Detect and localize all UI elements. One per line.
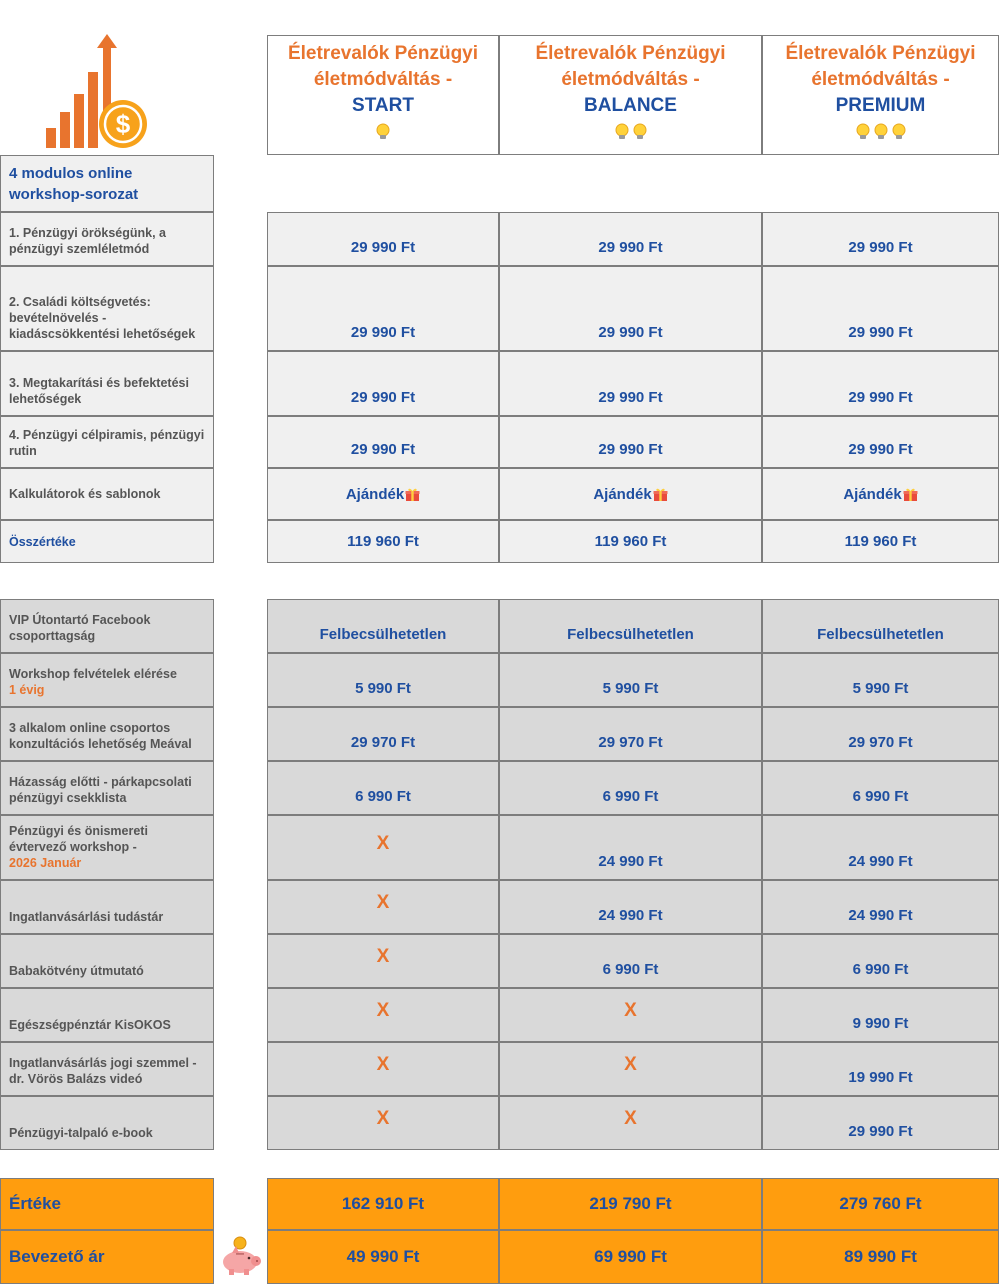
row-label-text-wrap bbox=[9, 963, 144, 979]
lightbulb-icon bbox=[891, 123, 907, 146]
lightbulb-rating bbox=[614, 123, 648, 146]
plan-header-premium bbox=[762, 35, 999, 155]
value-cell bbox=[499, 988, 762, 1042]
row-label bbox=[0, 761, 214, 815]
value-cell bbox=[762, 212, 999, 266]
value-cell bbox=[267, 351, 499, 416]
row-label-text: 2. Családi költségvetés: bevételnövelés - kiadáscsökkentési lehetőségek bbox=[9, 295, 196, 341]
row-label-text-wrap bbox=[9, 1055, 207, 1087]
value-text: Felbecsülhetetlen bbox=[817, 626, 944, 643]
value-text: 5 990 Ft bbox=[602, 680, 659, 697]
value-text: 29 990 Ft bbox=[848, 324, 913, 341]
not-included-mark: X bbox=[376, 832, 390, 854]
value-cell bbox=[762, 988, 999, 1042]
price-value-text: 89 990 Ft bbox=[844, 1247, 917, 1266]
value-cell bbox=[762, 266, 999, 351]
value-text: 24 990 Ft bbox=[848, 853, 913, 870]
value-text: 29 990 Ft bbox=[598, 239, 663, 256]
row-label-text: Ingatlanvásárlás jogi szemmel - dr. Vörös Balázs videó bbox=[9, 1056, 197, 1086]
row-label-text: Pénzügyi és önismereti évtervező workshop - bbox=[9, 824, 148, 854]
row-label-text: 4. Pénzügyi célpiramis, pénzügyi rutin bbox=[9, 428, 205, 458]
row-label-text: Workshop felvételek elérése bbox=[9, 667, 177, 681]
lightbulb-icon bbox=[632, 123, 648, 146]
value-text: 29 990 Ft bbox=[350, 324, 416, 341]
not-included-mark: X bbox=[624, 1108, 637, 1129]
value-cell bbox=[762, 351, 999, 416]
value-text: 29 990 Ft bbox=[598, 389, 663, 406]
value-text: 29 990 Ft bbox=[350, 239, 416, 256]
plan-tier: BALANCE bbox=[584, 95, 677, 116]
piggy-bank-icon bbox=[218, 1234, 264, 1278]
not-included-mark: X bbox=[376, 1054, 390, 1075]
value-text: 24 990 Ft bbox=[598, 907, 663, 924]
plan-header-start bbox=[267, 35, 499, 155]
value-cell bbox=[267, 1042, 499, 1096]
value-cell bbox=[499, 1042, 762, 1096]
row-label-text-wrap bbox=[9, 720, 207, 752]
not-included-mark: X bbox=[376, 946, 390, 967]
row-label-note: 2026 Január bbox=[9, 856, 82, 870]
lightbulb-icon bbox=[873, 123, 889, 146]
value-text: 29 990 Ft bbox=[350, 389, 416, 406]
section-title-text: 4 modulos online workshop-sorozat bbox=[9, 164, 139, 203]
value-cell bbox=[762, 815, 999, 880]
value-cell bbox=[499, 468, 762, 520]
value-cell bbox=[499, 416, 762, 468]
value-cell bbox=[499, 212, 762, 266]
row-label-text: VIP Útontartó Facebook csoporttagság bbox=[9, 613, 151, 643]
value-text: Felbecsülhetetlen bbox=[567, 626, 694, 643]
value-text: 6 990 Ft bbox=[852, 788, 909, 805]
value-text: 6 990 Ft bbox=[355, 788, 411, 805]
value-text: 5 990 Ft bbox=[355, 680, 411, 697]
value-cell bbox=[267, 880, 499, 934]
value-cell bbox=[762, 520, 999, 563]
value-cell bbox=[762, 1096, 999, 1150]
price-value bbox=[499, 1230, 762, 1284]
lightbulb-rating bbox=[855, 123, 907, 146]
value-cell bbox=[267, 653, 499, 707]
value-text: 29 990 Ft bbox=[350, 441, 416, 458]
row-label-text: 1. Pénzügyi örökségünk, a pénzügyi szemléletmód bbox=[9, 226, 166, 256]
value-cell bbox=[499, 815, 762, 880]
svg-text:$: $ bbox=[115, 109, 131, 139]
value-text: 29 970 Ft bbox=[350, 734, 416, 751]
value-text: 29 990 Ft bbox=[848, 441, 913, 458]
row-label-text: Pénzügyi-talpaló e-book bbox=[9, 1126, 153, 1140]
total-label bbox=[0, 520, 214, 563]
value-text: 119 960 Ft bbox=[347, 533, 419, 550]
value-text: 119 960 Ft bbox=[594, 533, 667, 550]
value-text: 24 990 Ft bbox=[848, 907, 913, 924]
row-label bbox=[0, 815, 214, 880]
value-cell bbox=[499, 653, 762, 707]
price-value-text: 279 760 Ft bbox=[839, 1194, 922, 1213]
row-label bbox=[0, 468, 214, 520]
value-text: 29 990 Ft bbox=[848, 239, 913, 256]
value-text: 6 990 Ft bbox=[602, 961, 659, 978]
row-label-text: Babakötvény útmutató bbox=[9, 964, 144, 978]
row-label bbox=[0, 880, 214, 934]
value-cell bbox=[499, 351, 762, 416]
not-included-mark: X bbox=[624, 1054, 637, 1075]
lightbulb-icon bbox=[375, 123, 391, 146]
row-label-text-wrap bbox=[9, 612, 207, 644]
gift-icon bbox=[902, 486, 918, 503]
value-cell bbox=[762, 599, 999, 653]
price-value bbox=[267, 1230, 499, 1284]
gift-icon bbox=[404, 486, 420, 503]
price-label bbox=[0, 1230, 214, 1284]
value-text: 6 990 Ft bbox=[852, 961, 909, 978]
value-cell bbox=[762, 416, 999, 468]
lightbulb-icon bbox=[855, 123, 871, 146]
price-value bbox=[499, 1178, 762, 1230]
plan-title: Életrevalók Pénzügyi életmódváltás - bbox=[785, 43, 976, 90]
price-value-text: 162 910 Ft bbox=[341, 1194, 425, 1213]
value-text: Ajándék bbox=[843, 485, 902, 503]
row-label bbox=[0, 653, 214, 707]
price-value bbox=[762, 1178, 999, 1230]
price-value-text: 219 790 Ft bbox=[589, 1194, 672, 1213]
gift-icon bbox=[652, 486, 668, 503]
value-cell bbox=[762, 761, 999, 815]
row-label bbox=[0, 934, 214, 988]
row-label-text-wrap bbox=[9, 774, 207, 806]
row-label bbox=[0, 416, 214, 468]
not-included-mark: X bbox=[376, 892, 390, 913]
lightbulb-rating bbox=[375, 123, 391, 146]
value-text: 29 990 Ft bbox=[848, 1123, 913, 1140]
row-label bbox=[0, 707, 214, 761]
value-text: 29 970 Ft bbox=[848, 734, 913, 751]
value-text: 29 970 Ft bbox=[598, 734, 663, 751]
value-text: 5 990 Ft bbox=[852, 680, 909, 697]
row-label-note: 1 évig bbox=[9, 683, 45, 697]
value-text: 24 990 Ft bbox=[598, 853, 663, 870]
total-label-text: Összértéke bbox=[9, 534, 76, 549]
price-label-text: Értéke bbox=[9, 1194, 61, 1213]
price-value bbox=[762, 1230, 999, 1284]
price-value-text: 69 990 Ft bbox=[594, 1247, 667, 1266]
row-label bbox=[0, 599, 214, 653]
value-text: 29 990 Ft bbox=[848, 389, 913, 406]
value-cell bbox=[762, 653, 999, 707]
value-cell bbox=[762, 468, 999, 520]
value-text: 6 990 Ft bbox=[602, 788, 659, 805]
value-cell bbox=[762, 880, 999, 934]
row-label-text-wrap bbox=[9, 666, 177, 698]
value-cell bbox=[499, 707, 762, 761]
row-label bbox=[0, 1096, 214, 1150]
value-cell bbox=[267, 416, 499, 468]
value-text: 119 960 Ft bbox=[844, 533, 917, 550]
value-cell bbox=[762, 934, 999, 988]
row-label-text: 3 alkalom online csoportos konzultációs lehetőség Meával bbox=[9, 721, 192, 751]
plan-tier: START bbox=[352, 95, 414, 116]
value-text: 29 990 Ft bbox=[598, 441, 663, 458]
value-cell bbox=[267, 468, 499, 520]
value-cell bbox=[499, 599, 762, 653]
row-label-text-wrap bbox=[9, 1017, 171, 1033]
price-value-text: 49 990 Ft bbox=[346, 1247, 420, 1266]
row-label-text: Ingatlanvásárlási tudástár bbox=[9, 910, 164, 924]
row-label-text: Házasság előtti - párkapcsolati pénzügyi csekklista bbox=[9, 775, 192, 805]
value-cell bbox=[267, 599, 499, 653]
value-cell bbox=[267, 266, 499, 351]
value-cell bbox=[267, 761, 499, 815]
price-value bbox=[267, 1178, 499, 1230]
value-text: 9 990 Ft bbox=[852, 1015, 909, 1032]
value-cell bbox=[762, 707, 999, 761]
price-label bbox=[0, 1178, 214, 1230]
value-cell bbox=[267, 707, 499, 761]
row-label bbox=[0, 212, 214, 266]
growth-chart-dollar-icon bbox=[40, 32, 152, 152]
value-cell bbox=[499, 1096, 762, 1150]
value-cell bbox=[267, 988, 499, 1042]
value-cell bbox=[499, 266, 762, 351]
plan-title: Életrevalók Pénzügyi életmódváltás - bbox=[535, 43, 726, 90]
value-text: Felbecsülhetetlen bbox=[319, 626, 447, 643]
row-label-text-wrap bbox=[9, 909, 163, 925]
price-label-text: Bevezető ár bbox=[9, 1247, 105, 1266]
value-cell bbox=[267, 1096, 499, 1150]
row-label bbox=[0, 266, 214, 351]
not-included-mark: X bbox=[624, 1000, 637, 1021]
value-cell bbox=[499, 880, 762, 934]
value-cell bbox=[267, 815, 499, 880]
section-title bbox=[0, 155, 214, 212]
not-included-mark: X bbox=[376, 1000, 390, 1021]
value-cell bbox=[499, 761, 762, 815]
lightbulb-icon bbox=[614, 123, 630, 146]
value-cell bbox=[267, 520, 499, 563]
value-text: Ajándék bbox=[593, 485, 652, 503]
plan-header-balance bbox=[499, 35, 762, 155]
row-label bbox=[0, 988, 214, 1042]
value-cell bbox=[267, 212, 499, 266]
row-label-text: Kalkulátorok és sablonok bbox=[9, 487, 161, 501]
row-label bbox=[0, 1042, 214, 1096]
value-cell bbox=[267, 934, 499, 988]
value-cell bbox=[499, 520, 762, 563]
row-label-text: Egészségpénztár KisOKOS bbox=[9, 1018, 171, 1032]
row-label-text: 3. Megtakarítási és befektetési lehetőségek bbox=[9, 376, 189, 406]
row-label bbox=[0, 351, 214, 416]
value-text: 19 990 Ft bbox=[848, 1069, 913, 1086]
row-label-text-wrap bbox=[9, 823, 207, 871]
value-text: Ajándék bbox=[345, 485, 405, 503]
not-included-mark: X bbox=[376, 1108, 390, 1129]
plan-title: Életrevalók Pénzügyi életmódváltás - bbox=[287, 43, 479, 90]
row-label-text-wrap bbox=[9, 1125, 153, 1141]
value-cell bbox=[762, 1042, 999, 1096]
plan-tier: PREMIUM bbox=[835, 95, 926, 116]
value-text: 29 990 Ft bbox=[598, 324, 663, 341]
value-cell bbox=[499, 934, 762, 988]
